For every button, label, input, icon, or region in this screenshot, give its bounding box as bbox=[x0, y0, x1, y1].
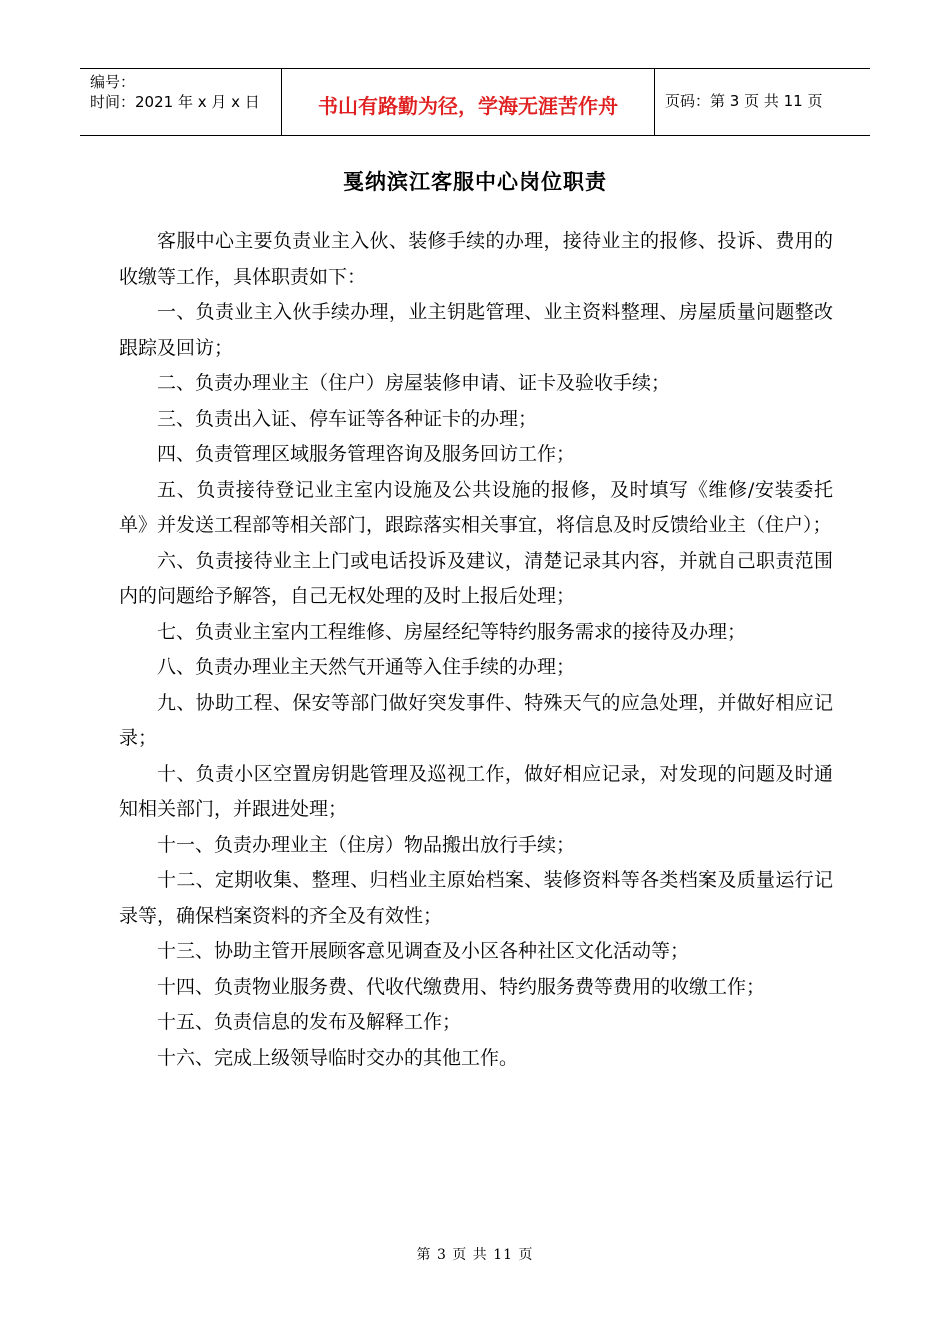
duty-paragraph-16: 十六、完成上级领导临时交办的其他工作。 bbox=[157, 1046, 519, 1069]
duty-paragraph-11: 十一、负责办理业主（住房）物品搬出放行手续； bbox=[157, 833, 576, 856]
duty-paragraph-2: 二、负责办理业主（住户）房屋装修申请、证卡及验收手续； bbox=[157, 372, 671, 394]
document-body bbox=[119, 224, 833, 1076]
duty-paragraph-1: 一、负责业主入伙手续办理，业主钥匙管理、业主资料整理、房屋质量问题整改跟踪及回访； bbox=[119, 301, 833, 359]
duty-paragraph-15: 十五、负责信息的发布及解释工作； bbox=[157, 1011, 462, 1033]
header-motto: 书山有路勤为径，学海无涯苦作舟 bbox=[282, 69, 655, 135]
header-page-info: 页码：第 3 页 共 11 页 bbox=[665, 91, 823, 110]
duty-paragraph-14: 十四、负责物业服务费、代收代缴费用、特约服务费等费用的收缴工作； bbox=[157, 975, 766, 998]
duty-paragraph-4: 四、负责管理区域服务管理咨询及服务回访工作； bbox=[157, 443, 576, 465]
duty-paragraph-10: 十、负责小区空置房钥匙管理及巡视工作，做好相应记录，对发现的问题及时通知相关部门，并跟进处理； bbox=[119, 762, 833, 820]
duty-paragraph-6: 六、负责接待业主上门或电话投诉及建议，清楚记录其内容，并就自己职责范围内的问题给予解答，自己无权处理的及时上报后处理； bbox=[119, 549, 833, 607]
page-footer: 第 3 页 共 11 页 bbox=[416, 1247, 534, 1263]
duty-paragraph-9: 九、协助工程、保安等部门做好突发事件、特殊天气的应急处理，并做好相应记录； bbox=[119, 691, 833, 749]
document-date-label: 时间：2021 年 x 月 x 日 bbox=[90, 93, 260, 111]
intro-paragraph: 客服中心主要负责业主入伙、装修手续的办理，接待业主的报修、投诉、费用的收缴等工作，具体职责如下： bbox=[119, 230, 833, 288]
header-meta-cell bbox=[80, 69, 282, 135]
document-number-label: 编号： bbox=[90, 73, 136, 91]
document-title: 戛纳滨江客服中心岗位职责 bbox=[343, 170, 607, 194]
duty-paragraph-12: 十二、定期收集、整理、归档业主原始档案、装修资料等各类档案及质量运行记录等，确保档案资料的齐全及有效性； bbox=[119, 869, 833, 927]
page-header bbox=[80, 68, 870, 136]
duty-paragraph-3: 三、负责出入证、停车证等各种证卡的办理； bbox=[157, 407, 538, 430]
duty-paragraph-13: 十三、协助主管开展顾客意见调查及小区各种社区文化活动等； bbox=[157, 940, 690, 962]
duty-paragraph-8: 八、负责办理业主天然气开通等入住手续的办理； bbox=[157, 656, 576, 678]
duty-paragraph-5: 五、负责接待登记业主室内设施及公共设施的报修，及时填写《维修/安装委托单》并发送工程部等相关部门，跟踪落实相关事宜，将信息及时反馈给业主（住户）； bbox=[119, 478, 833, 536]
duty-paragraph-7: 七、负责业主室内工程维修、房屋经纪等特约服务需求的接待及办理； bbox=[157, 620, 747, 643]
